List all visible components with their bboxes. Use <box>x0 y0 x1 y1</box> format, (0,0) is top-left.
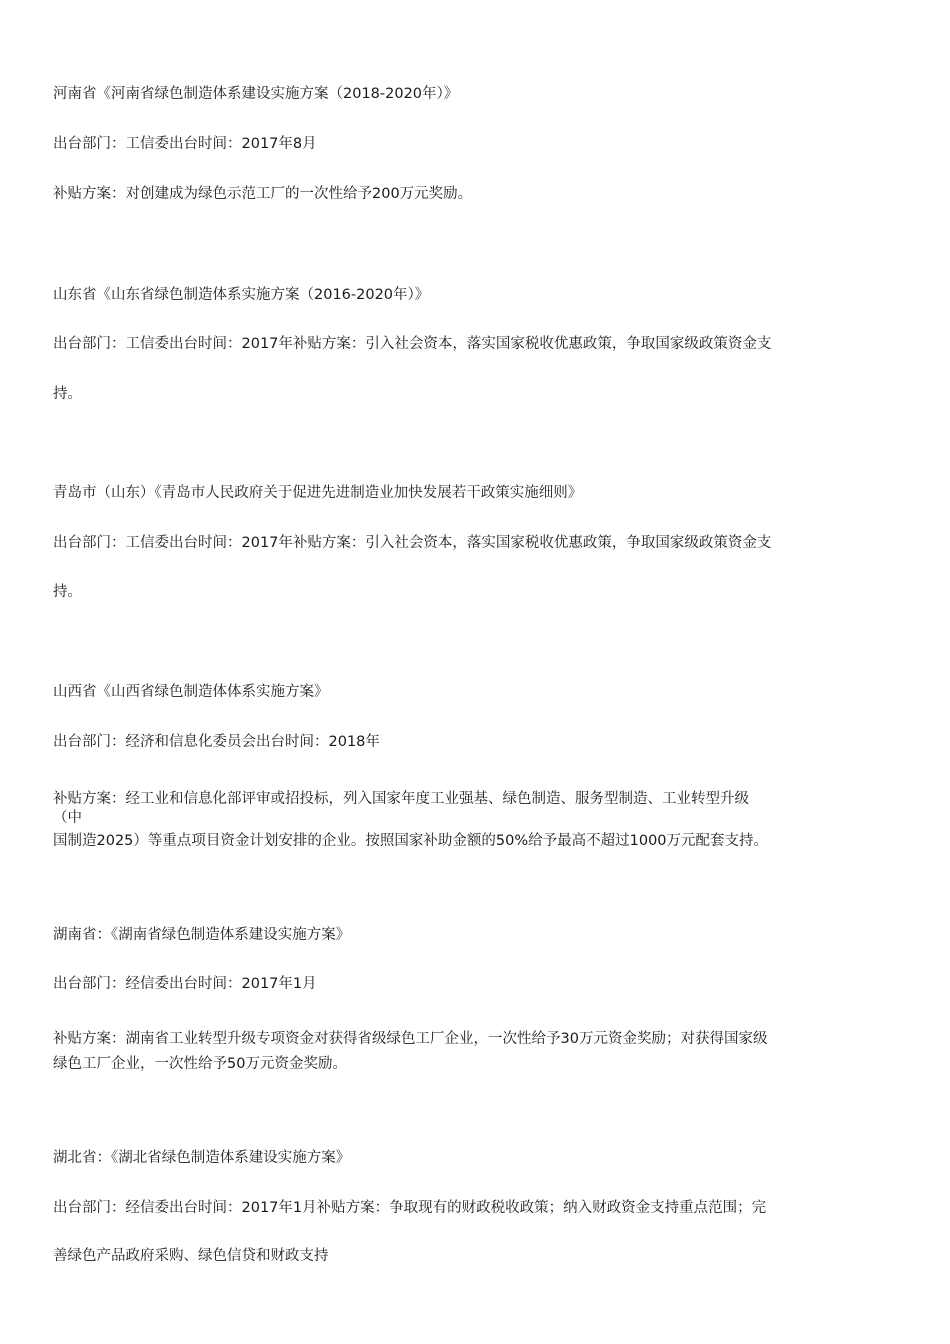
qingdao-title: 青岛市（山东）《青岛市人民政府关于促进先进制造业加快发展若干政策实施细则》 <box>53 485 583 501</box>
hunan-subsidy: 补贴方案：湖南省工业转型升级专项资金对获得省级绿色工厂企业，一次性给予30万元资金奖励；对获得国家级 <box>53 1031 768 1047</box>
shanxi-title: 山西省《山西省绿色制造体体系实施方案》 <box>53 684 329 700</box>
shandong-continued: 持。 <box>53 386 82 402</box>
hunan-subsidy-cont: 绿色工厂企业，一次性给予50万元资金奖励。 <box>53 1056 347 1072</box>
qingdao-department: 出台部门：工信委出台时间：2017年补贴方案：引入社会资本，落实国家税收优惠政策，争取国家级政策资金支 <box>53 535 772 551</box>
hubei-continued: 善绿色产品政府采购、绿色信贷和财政支持 <box>53 1248 329 1264</box>
shanxi-subsidy-cont: 国制造2025）等重点项目资金计划安排的企业。按照国家补助金额的50%给予最高不超过1000万元配套支持。 <box>53 833 769 849</box>
shanxi-subsidy-wrap: （中 <box>53 810 82 826</box>
shandong-title: 山东省《山东省绿色制造体系实施方案（2016-2020年）》 <box>53 287 430 303</box>
henan-title: 河南省《河南省绿色制造体系建设实施方案（2018-2020年）》 <box>53 86 459 102</box>
henan-department: 出台部门：工信委出台时间：2017年8月 <box>53 136 317 152</box>
henan-subsidy: 补贴方案：对创建成为绿色示范工厂的一次性给予200万元奖励。 <box>53 186 473 202</box>
hubei-department: 出台部门：经信委出台时间：2017年1月补贴方案：争取现有的财政税收政策；纳入财政资金支持重点范围；完 <box>53 1200 767 1216</box>
shandong-department: 出台部门：工信委出台时间：2017年补贴方案：引入社会资本，落实国家税收优惠政策，争取国家级政策资金支 <box>53 336 772 352</box>
hubei-title: 湖北省：《湖北省绿色制造体系建设实施方案》 <box>53 1150 351 1166</box>
hunan-title: 湖南省：《湖南省绿色制造体系建设实施方案》 <box>53 927 351 943</box>
shanxi-department: 出台部门：经济和信息化委员会出台时间：2018年 <box>53 734 380 750</box>
qingdao-continued: 持。 <box>53 584 82 600</box>
shanxi-subsidy: 补贴方案：经工业和信息化部评审或招投标，列入国家年度工业强基、绿色制造、服务型制造、工业转型升级 <box>53 791 749 807</box>
hunan-department: 出台部门：经信委出台时间：2017年1月 <box>53 976 317 992</box>
